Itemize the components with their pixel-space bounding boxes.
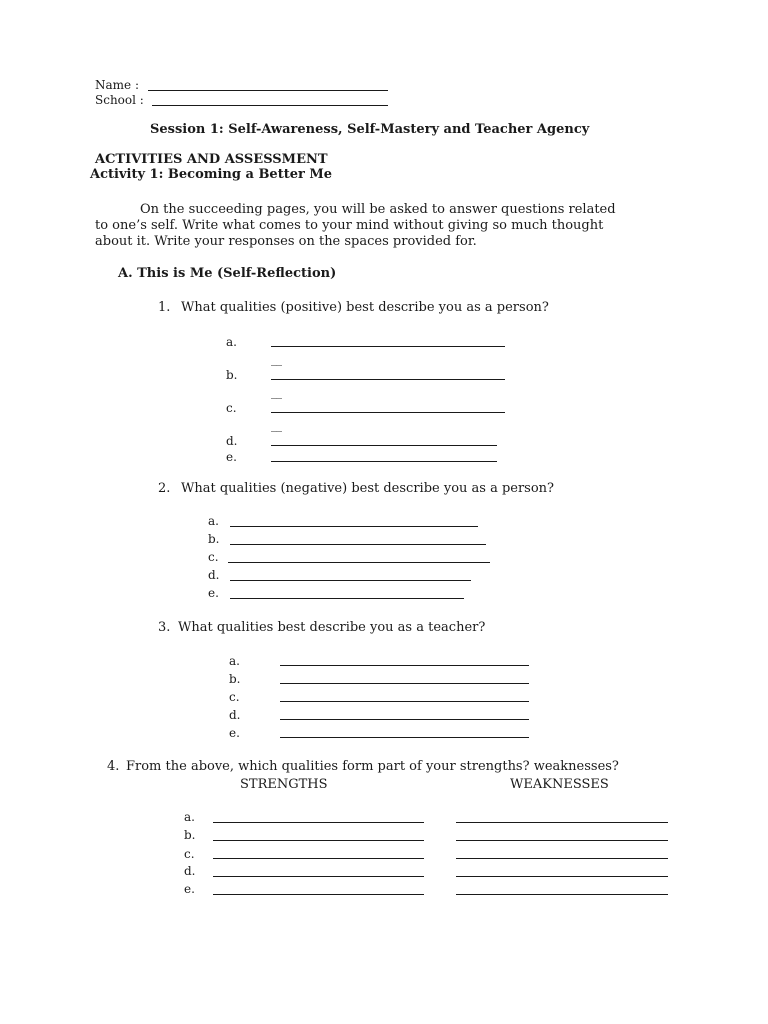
school-field-line[interactable] [152, 105, 388, 106]
q3-letter-a: a. [229, 654, 240, 668]
q4-weakness-line-a[interactable] [456, 822, 668, 823]
q4-letter-a: a. [184, 810, 195, 824]
weaknesses-column-header: WEAKNESSES [510, 777, 609, 792]
q1-answer-line-a[interactable] [271, 346, 505, 347]
q1-answer-line-d[interactable] [271, 445, 497, 446]
q4-weakness-line-b[interactable] [456, 840, 668, 841]
q4-weakness-line-c[interactable] [456, 858, 668, 859]
q4-strength-line-b[interactable] [213, 840, 424, 841]
question-1-number: 1. [158, 300, 171, 315]
q1-continuation-b: __ [271, 385, 281, 399]
q3-letter-e: e. [229, 726, 240, 740]
activity-title: Activity 1: Becoming a Better Me [90, 167, 333, 182]
question-2-text: What qualities (negative) best describe you as a person? [181, 481, 555, 496]
q1-letter-e: e. [226, 450, 237, 464]
q1-letter-b: b. [226, 368, 238, 382]
q4-strength-line-a[interactable] [213, 822, 424, 823]
q1-answer-line-c[interactable] [271, 412, 505, 413]
q1-letter-d: d. [226, 434, 238, 448]
q2-letter-d: d. [208, 568, 220, 582]
q3-letter-d: d. [229, 708, 241, 722]
q2-answer-line-a[interactable] [230, 526, 478, 527]
q1-continuation-c: __ [271, 418, 281, 432]
question-2-number: 2. [158, 481, 171, 496]
question-4-number: 4. [107, 759, 120, 774]
question-3-text: What qualities best describe you as a teacher? [178, 620, 486, 635]
q2-letter-a: a. [208, 514, 219, 528]
q4-weakness-line-d[interactable] [456, 876, 668, 877]
q2-letter-e: e. [208, 586, 219, 600]
session-title: Session 1: Self-Awareness, Self-Mastery and Teacher Agency [150, 122, 590, 137]
q4-strength-line-d[interactable] [213, 876, 424, 877]
q2-letter-c: c. [208, 550, 219, 564]
q4-letter-e: e. [184, 882, 195, 896]
q4-weakness-line-e[interactable] [456, 894, 668, 895]
name-field-line[interactable] [148, 90, 388, 91]
q3-letter-c: c. [229, 690, 240, 704]
q1-answer-line-b[interactable] [271, 379, 505, 380]
strengths-column-header: STRENGTHS [240, 777, 328, 792]
question-4-text: From the above, which qualities form part of your strengths? weaknesses? [126, 759, 619, 774]
school-label: School : [95, 93, 144, 107]
question-1-text: What qualities (positive) best describe you as a person? [181, 300, 549, 315]
intro-line-3: about it. Write your responses on the spaces provided for. [95, 234, 477, 249]
q2-letter-b: b. [208, 532, 220, 546]
intro-line-2: to one’s self. Write what comes to your mind without giving so much thought [95, 218, 604, 233]
q4-letter-d: d. [184, 864, 196, 878]
question-3-number: 3. [158, 620, 171, 635]
q2-answer-line-d[interactable] [230, 580, 471, 581]
part-a-heading: A. This is Me (Self-Reflection) [118, 266, 337, 281]
q1-letter-a: a. [226, 335, 237, 349]
q1-letter-c: c. [226, 401, 237, 415]
name-label: Name : [95, 78, 139, 92]
q3-answer-line-b[interactable] [280, 683, 529, 684]
q1-continuation-a: __ [271, 352, 281, 366]
q4-letter-b: b. [184, 828, 196, 842]
section-heading: ACTIVITIES AND ASSESSMENT [95, 152, 328, 167]
q2-answer-line-c[interactable] [228, 562, 490, 563]
q3-answer-line-c[interactable] [280, 701, 529, 702]
q2-answer-line-b[interactable] [230, 544, 486, 545]
q4-strength-line-e[interactable] [213, 894, 424, 895]
q3-answer-line-e[interactable] [280, 737, 529, 738]
q1-answer-line-e[interactable] [271, 461, 497, 462]
q3-answer-line-d[interactable] [280, 719, 529, 720]
intro-line-1: On the succeeding pages, you will be asked to answer questions related [140, 202, 616, 217]
q2-answer-line-e[interactable] [230, 598, 464, 599]
q4-strength-line-c[interactable] [213, 858, 424, 859]
q3-letter-b: b. [229, 672, 241, 686]
q3-answer-line-a[interactable] [280, 665, 529, 666]
q4-letter-c: c. [184, 847, 195, 861]
